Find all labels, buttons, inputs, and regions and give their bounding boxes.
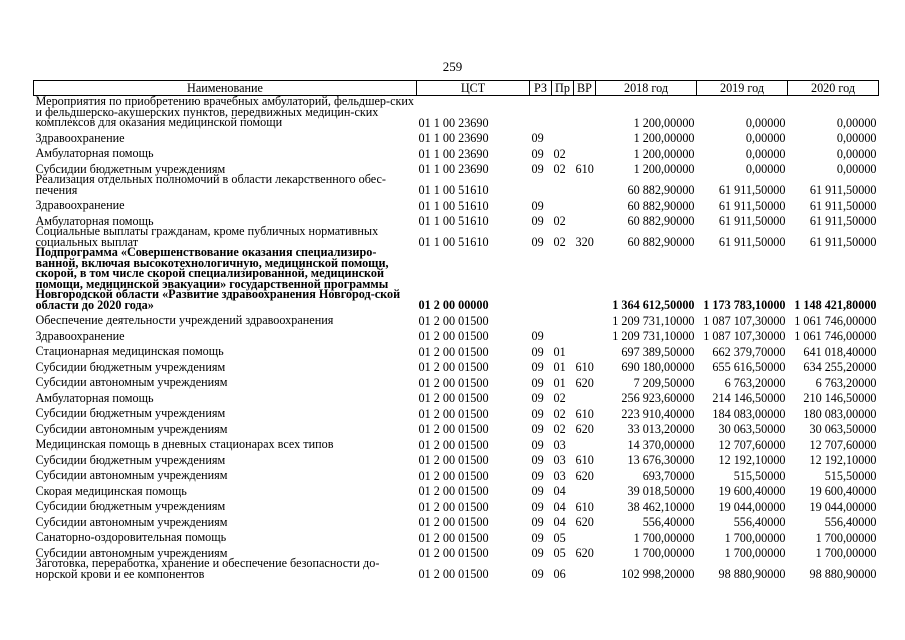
- column-header-vr: ВР: [574, 81, 596, 96]
- cell-vr: [574, 434, 596, 450]
- cell-2018: 1 200,00000: [633, 146, 695, 161]
- cell-pr: 01: [553, 375, 566, 390]
- cell-pr: [552, 310, 574, 326]
- cell-pr: [552, 247, 574, 310]
- table-row: [34, 419, 879, 435]
- cell-2018: 33 013,20000: [627, 422, 695, 436]
- cell-rz: [530, 174, 552, 195]
- cell-2019: 6 763,20000: [724, 375, 786, 390]
- cell-pr: 04: [553, 499, 566, 514]
- table-row: [34, 434, 879, 450]
- cell-vr: 620: [575, 546, 594, 560]
- cell-vr: [574, 96, 596, 128]
- cell-pr: 05: [553, 530, 566, 545]
- cell-name: Мероприятия по приобретению врачебных амбулаторий, фельдшер-ских и фельдшерско-акушерских пунктов, передвижных медицин-ских комплексов для оказания медицинской помощи: [35, 94, 415, 129]
- cell-cst: 01 2 00 01500: [418, 530, 489, 545]
- table-row: [34, 357, 879, 373]
- cell-pr: 03: [553, 468, 566, 483]
- cell-2019: 98 880,90000: [718, 567, 786, 581]
- cell-2018: 1 200,00000: [633, 162, 695, 176]
- cell-pr: 02: [553, 162, 566, 176]
- cell-cst: 01 2 00 01500: [418, 329, 489, 343]
- table-row: [34, 481, 879, 497]
- cell-rz: 09: [531, 468, 544, 483]
- cell-vr: 620: [575, 422, 594, 436]
- cell-vr: [574, 326, 596, 342]
- cell-name: Субсидии бюджетным учреждениям: [35, 499, 226, 513]
- cell-2020: 61 911,50000: [809, 214, 877, 228]
- cell-vr: [574, 527, 596, 543]
- cell-vr: 610: [575, 360, 594, 374]
- cell-pr: 02: [553, 391, 566, 405]
- cell-2020: 641 018,40000: [803, 344, 877, 359]
- cell-2019: 1 087 107,30000: [703, 313, 786, 328]
- cell-vr: 610: [575, 162, 594, 176]
- cell-2019: 0,00000: [745, 146, 786, 161]
- table-row: [34, 341, 879, 357]
- cell-vr: [574, 481, 596, 497]
- cell-rz: 09: [531, 162, 544, 176]
- cell-cst: 01 2 00 01500: [418, 567, 489, 581]
- cell-rz: 09: [531, 406, 544, 421]
- cell-vr: [574, 174, 596, 195]
- cell-2018: 38 462,10000: [627, 499, 695, 514]
- cell-2019: 0,00000: [745, 115, 786, 130]
- cell-2019: 61 911,50000: [718, 214, 786, 228]
- cell-2020: 0,00000: [836, 162, 877, 176]
- column-header-2019: 2019 год: [697, 81, 788, 96]
- cell-cst: 01 2 00 01500: [418, 313, 489, 328]
- cell-2020: 19 044,00000: [809, 499, 877, 514]
- cell-name: Амбулаторная помощь: [35, 146, 154, 160]
- cell-pr: 05: [553, 546, 566, 560]
- cell-2019: 12 707,60000: [718, 437, 786, 452]
- cell-name: Субсидии автономным учреждениям: [35, 468, 228, 482]
- cell-2019: 556,40000: [733, 515, 786, 529]
- cell-2020: 0,00000: [836, 115, 877, 130]
- cell-cst: 01 2 00 01500: [418, 499, 489, 514]
- cell-2018: 7 209,50000: [633, 375, 695, 390]
- cell-rz: 09: [531, 235, 544, 249]
- cell-rz: 09: [531, 515, 544, 529]
- cell-rz: 09: [531, 530, 544, 545]
- cell-2018: 14 370,00000: [627, 437, 695, 452]
- cell-cst: 01 1 00 23690: [418, 146, 489, 161]
- cell-rz: 09: [531, 375, 544, 390]
- cell-name: Обеспечение деятельности учреждений здравоохранения: [35, 313, 334, 327]
- cell-name: Субсидии автономным учреждениям: [35, 375, 228, 389]
- cell-2018: 693,70000: [642, 468, 695, 483]
- cell-vr: 610: [575, 406, 594, 421]
- cell-name: Амбулаторная помощь: [35, 213, 154, 228]
- cell-2020: 6 763,20000: [815, 375, 877, 390]
- cell-rz: 09: [531, 391, 544, 405]
- cell-2018: 1 209 731,10000: [612, 313, 695, 328]
- cell-cst: 01 1 00 51610: [418, 214, 489, 228]
- cell-2020: 210 146,50000: [803, 391, 877, 405]
- cell-name: Стационарная медицинская помощь: [35, 344, 224, 358]
- table-row: [34, 174, 879, 195]
- cell-2019: 19 600,40000: [718, 484, 786, 498]
- cell-cst: 01 1 00 23690: [418, 131, 489, 145]
- cell-2018: 1 200,00000: [633, 115, 695, 130]
- cell-cst: 01 2 00 00000: [418, 298, 489, 312]
- cell-pr: 02: [553, 406, 566, 421]
- cell-2018: 102 998,20000: [621, 567, 695, 581]
- column-header-2020: 2020 год: [788, 81, 879, 96]
- cell-vr: 620: [575, 515, 594, 529]
- cell-2020: 634 255,20000: [803, 360, 877, 374]
- cell-2019: 1 700,00000: [724, 546, 786, 560]
- cell-pr: [552, 128, 574, 144]
- cell-rz: 09: [531, 484, 544, 498]
- column-header-pr: Пр: [552, 81, 574, 96]
- cell-2020: 19 600,40000: [809, 484, 877, 498]
- table-row: [34, 310, 879, 326]
- cell-cst: 01 2 00 01500: [418, 546, 489, 560]
- cell-vr: [574, 247, 596, 310]
- cell-rz: 09: [531, 422, 544, 436]
- cell-pr: 04: [553, 515, 566, 529]
- cell-2019: 0,00000: [745, 162, 786, 176]
- table-row: [34, 326, 879, 342]
- cell-2020: 30 063,50000: [809, 422, 877, 436]
- cell-pr: 03: [553, 453, 566, 467]
- cell-pr: 02: [553, 235, 566, 249]
- cell-2019: 662 379,70000: [712, 344, 786, 359]
- cell-rz: 09: [531, 437, 544, 452]
- cell-name: Социальные выплаты гражданам, кроме публичных нормативных социальных выплат: [35, 224, 379, 249]
- cell-name: Скорая медицинская помощь: [35, 483, 187, 498]
- column-header-name: Наименование: [34, 81, 417, 96]
- cell-name: Субсидии бюджетным учреждениям: [35, 452, 226, 467]
- cell-name: Подпрограмма «Совершенствование оказания специализиро-ванной, включая высокотехнологичную, медицинской помощи, скорой, в том числе скорой специализированной, медицинской помощи, медицинской эвакуации» государственной программы Новгородской области «Развитие здравоохранения Новгород-ской области до 2020 года»: [35, 245, 401, 312]
- cell-2019: 30 063,50000: [718, 422, 786, 436]
- cell-2020: 1 061 746,00000: [794, 313, 877, 328]
- cell-rz: 09: [531, 567, 544, 581]
- page-number: 259: [442, 59, 463, 74]
- cell-2018: 697 389,50000: [621, 344, 695, 359]
- cell-2018: 60 882,90000: [627, 235, 695, 249]
- table-row: [34, 450, 879, 466]
- budget-table: [33, 80, 879, 579]
- cell-vr: 610: [575, 453, 594, 467]
- cell-cst: 01 2 00 01500: [418, 437, 489, 452]
- cell-pr: [552, 326, 574, 342]
- cell-vr: [574, 211, 596, 227]
- table-body: [34, 96, 879, 580]
- cell-rz: 09: [531, 214, 544, 228]
- cell-2018: 556,40000: [642, 515, 695, 529]
- cell-2020: 515,50000: [824, 468, 877, 483]
- cell-pr: 01: [553, 344, 566, 359]
- cell-vr: [574, 195, 596, 211]
- table-row: [34, 128, 879, 144]
- cell-cst: 01 1 00 23690: [418, 115, 489, 130]
- cell-cst: 01 2 00 01500: [418, 468, 489, 483]
- cell-2020: 0,00000: [836, 131, 877, 145]
- cell-2020: 556,40000: [824, 515, 877, 529]
- cell-vr: 620: [575, 375, 594, 390]
- cell-cst: 01 1 00 51610: [418, 235, 489, 249]
- table-row: [34, 372, 879, 388]
- cell-name: Санаторно-оздоровительная помощь: [35, 530, 227, 544]
- cell-2020: 61 911,50000: [809, 198, 877, 213]
- cell-pr: [552, 195, 574, 211]
- cell-cst: 01 2 00 01500: [418, 344, 489, 359]
- cell-name: Медицинская помощь в дневных стационарах всех типов: [35, 437, 334, 451]
- cell-vr: [574, 388, 596, 404]
- cell-2018: 690 180,00000: [621, 360, 695, 374]
- cell-cst: 01 2 00 01500: [418, 515, 489, 529]
- cell-rz: 09: [531, 131, 544, 145]
- cell-name: Субсидии автономным учреждениям: [35, 421, 228, 436]
- table-row: [34, 558, 879, 579]
- cell-pr: 04: [553, 484, 566, 498]
- table-row: [34, 403, 879, 419]
- cell-2020: 180 083,00000: [803, 406, 877, 421]
- cell-2019: 655 616,50000: [712, 360, 786, 374]
- table-row: [34, 496, 879, 512]
- cell-2019: 515,50000: [733, 468, 786, 483]
- column-header-cst: ЦСТ: [417, 81, 530, 96]
- cell-rz: 09: [531, 360, 544, 374]
- cell-2018: 1 200,00000: [633, 131, 695, 145]
- column-header-rz: РЗ: [530, 81, 552, 96]
- cell-2020: 98 880,90000: [809, 567, 877, 581]
- cell-2020: 61 911,50000: [809, 183, 877, 197]
- cell-pr: 02: [553, 146, 566, 161]
- cell-2020: 1 148 421,80000: [794, 298, 877, 312]
- cell-cst: 01 2 00 01500: [418, 406, 489, 421]
- cell-2020: 61 911,50000: [809, 235, 877, 249]
- cell-vr: 620: [575, 468, 594, 483]
- cell-2019: 214 146,50000: [712, 391, 786, 405]
- cell-cst: 01 1 00 51610: [418, 183, 489, 197]
- cell-cst: 01 2 00 01500: [418, 360, 489, 374]
- cell-2019: 1 087 107,30000: [703, 329, 786, 343]
- cell-rz: 09: [531, 344, 544, 359]
- cell-name: Амбулаторная помощь: [35, 390, 154, 405]
- cell-name: Субсидии автономным учреждениям: [35, 545, 228, 560]
- cell-pr: 03: [553, 437, 566, 452]
- table-row: [34, 512, 879, 528]
- cell-pr: 06: [553, 567, 566, 581]
- cell-2020: 12 192,10000: [809, 453, 877, 467]
- cell-name: Субсидии бюджетным учреждениям: [35, 406, 226, 420]
- cell-rz: [530, 310, 552, 326]
- cell-rz: 09: [531, 453, 544, 467]
- cell-rz: [530, 247, 552, 310]
- cell-cst: 01 1 00 51610: [418, 198, 489, 213]
- cell-2018: 256 923,60000: [621, 391, 695, 405]
- cell-rz: 09: [531, 546, 544, 560]
- cell-pr: [552, 174, 574, 195]
- cell-name: Здравоохранение: [35, 198, 125, 212]
- cell-pr: [552, 96, 574, 128]
- cell-name: Субсидии бюджетным учреждениям: [35, 359, 226, 374]
- cell-pr: 02: [553, 214, 566, 228]
- cell-2018: 1 364 612,50000: [612, 298, 695, 312]
- table-row: [34, 388, 879, 404]
- cell-rz: 09: [531, 146, 544, 161]
- cell-name: Субсидии автономным учреждениям: [35, 514, 228, 529]
- cell-rz: 09: [531, 499, 544, 514]
- cell-2020: 1 061 746,00000: [794, 329, 877, 343]
- cell-2018: 60 882,90000: [627, 198, 695, 213]
- table-row: [34, 143, 879, 159]
- cell-2018: 223 910,40000: [621, 406, 695, 421]
- cell-2019: 61 911,50000: [718, 198, 786, 213]
- table-row: [34, 195, 879, 211]
- cell-2020: 1 700,00000: [815, 530, 877, 545]
- cell-2019: 1 700,00000: [724, 530, 786, 545]
- table-row: [34, 465, 879, 481]
- cell-2020: 1 700,00000: [815, 546, 877, 560]
- cell-vr: [574, 341, 596, 357]
- cell-vr: 320: [575, 235, 594, 249]
- cell-rz: [530, 96, 552, 128]
- cell-cst: 01 2 00 01500: [418, 484, 489, 498]
- cell-rz: 09: [531, 198, 544, 213]
- cell-2019: 61 911,50000: [718, 235, 786, 249]
- cell-2020: 12 707,60000: [809, 437, 877, 452]
- cell-2018: 1 209 731,10000: [612, 329, 695, 343]
- table-row: [34, 247, 879, 310]
- cell-name: Здравоохранение: [35, 328, 125, 343]
- table-row: [34, 527, 879, 543]
- cell-rz: 09: [531, 329, 544, 343]
- cell-2019: 61 911,50000: [718, 183, 786, 197]
- cell-vr: [574, 558, 596, 579]
- cell-2018: 39 018,50000: [627, 484, 695, 498]
- cell-name: Здравоохранение: [35, 130, 125, 145]
- cell-2020: 0,00000: [836, 146, 877, 161]
- cell-2018: 60 882,90000: [627, 183, 695, 197]
- cell-2018: 1 700,00000: [633, 546, 695, 560]
- cell-cst: 01 2 00 01500: [418, 391, 489, 405]
- cell-cst: 01 2 00 01500: [418, 453, 489, 467]
- cell-vr: [574, 310, 596, 326]
- cell-2018: 60 882,90000: [627, 214, 695, 228]
- cell-cst: 01 2 00 01500: [418, 375, 489, 390]
- cell-2019: 184 083,00000: [712, 406, 786, 421]
- cell-vr: [574, 128, 596, 144]
- cell-pr: 01: [553, 360, 566, 374]
- cell-vr: [574, 143, 596, 159]
- cell-2019: 19 044,00000: [718, 499, 786, 514]
- cell-2018: 13 676,30000: [627, 453, 695, 467]
- cell-2019: 0,00000: [745, 131, 786, 145]
- cell-2018: 1 700,00000: [633, 530, 695, 545]
- cell-2019: 1 173 783,10000: [703, 298, 786, 312]
- cell-pr: 02: [553, 422, 566, 436]
- cell-vr: 610: [575, 499, 594, 514]
- table-row: [34, 96, 879, 128]
- cell-cst: 01 2 00 01500: [418, 422, 489, 436]
- column-header-2018: 2018 год: [596, 81, 697, 96]
- cell-name: Заготовка, переработка, хранение и обеспечение безопасности до-норской крови и ее компонентов: [35, 556, 380, 581]
- cell-name: Реализация отдельных полномочий в области лекарственного обес-печения: [35, 172, 386, 197]
- cell-name: Субсидии бюджетным учреждениям: [35, 161, 226, 176]
- cell-2019: 12 192,10000: [718, 453, 786, 467]
- cell-cst: 01 1 00 23690: [418, 162, 489, 176]
- table-row: [34, 226, 879, 247]
